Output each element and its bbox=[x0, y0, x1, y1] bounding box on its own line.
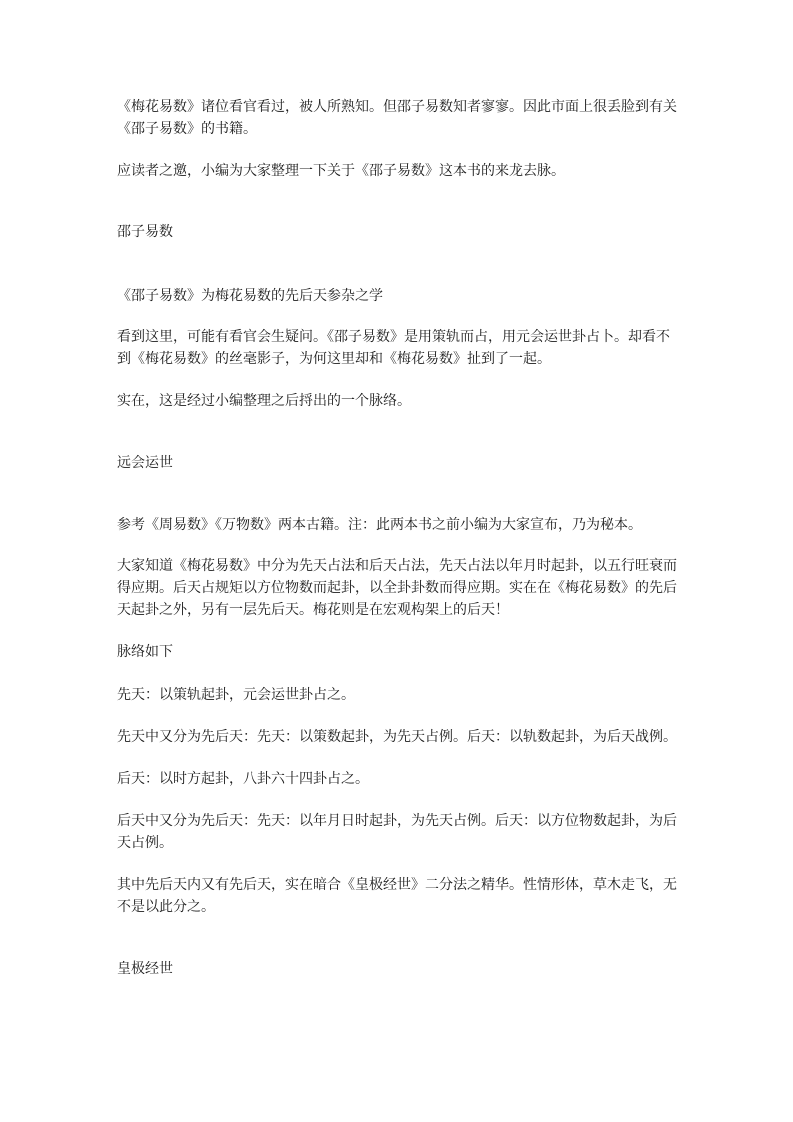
body-paragraph: 实在，这是经过小编整理之后捋出的一个脉络。 bbox=[117, 393, 411, 409]
body-paragraph: 先天中又分为先后天：先天：以策数起卦，为先天占例。后天：以轨数起卦，为后天战例。 bbox=[117, 729, 677, 745]
section-heading: 邵子易数 bbox=[117, 224, 173, 240]
body-paragraph: 脉络如下 bbox=[117, 644, 173, 660]
body-paragraph: 后天中又分为先后天：先天：以年月日时起卦，为先天占例。后天：以方位物数起卦，为后天占例。 bbox=[117, 813, 677, 851]
section-heading: 皇极经世 bbox=[117, 961, 173, 977]
body-paragraph: 参考《周易数》《万物数》两本古籍。注：此两本书之前小编为大家宣布，乃为秘本。 bbox=[117, 517, 642, 533]
body-paragraph: 后天：以时方起卦，八卦六十四卦占之。 bbox=[117, 771, 369, 787]
body-paragraph: 看到这里，可能有看官会生疑问。《邵子易数》是用策轨而占，用元会运世卦占卜。却看不到《梅花易数》的丝毫影子，为何这里却和《梅花易数》扯到了一起。 bbox=[117, 329, 670, 367]
body-paragraph: 大家知道《梅花易数》中分为先天占法和后天占法，先天占法以年月时起卦，以五行旺衰而得应期。后天占规矩以方位物数而起卦，以全卦卦数而得应期。实在在《梅花易数》的先后天起卦之外，另有一层先后天。梅花则是在宏观构架上的后天！ bbox=[117, 558, 677, 618]
body-paragraph: 应读者之邀，小编为大家整理一下关于《邵子易数》这本书的来龙去脉。 bbox=[117, 163, 565, 179]
body-paragraph: 其中先后天内又有先后天，实在暗合《皇极经世》二分法之精华。性情形体，草木走飞，无不是以此分之。 bbox=[117, 877, 677, 915]
body-paragraph: 《梅花易数》诸位看官看过，被人所熟知。但邵子易数知者寥寥。因此市面上很丢脸到有关《邵子易数》的书籍。 bbox=[117, 99, 677, 137]
body-paragraph: 《邵子易数》为梅花易数的先后天参杂之学 bbox=[117, 288, 383, 304]
body-paragraph: 先天：以策轨起卦，元会运世卦占之。 bbox=[117, 687, 355, 703]
section-heading: 远会运世 bbox=[117, 455, 173, 471]
